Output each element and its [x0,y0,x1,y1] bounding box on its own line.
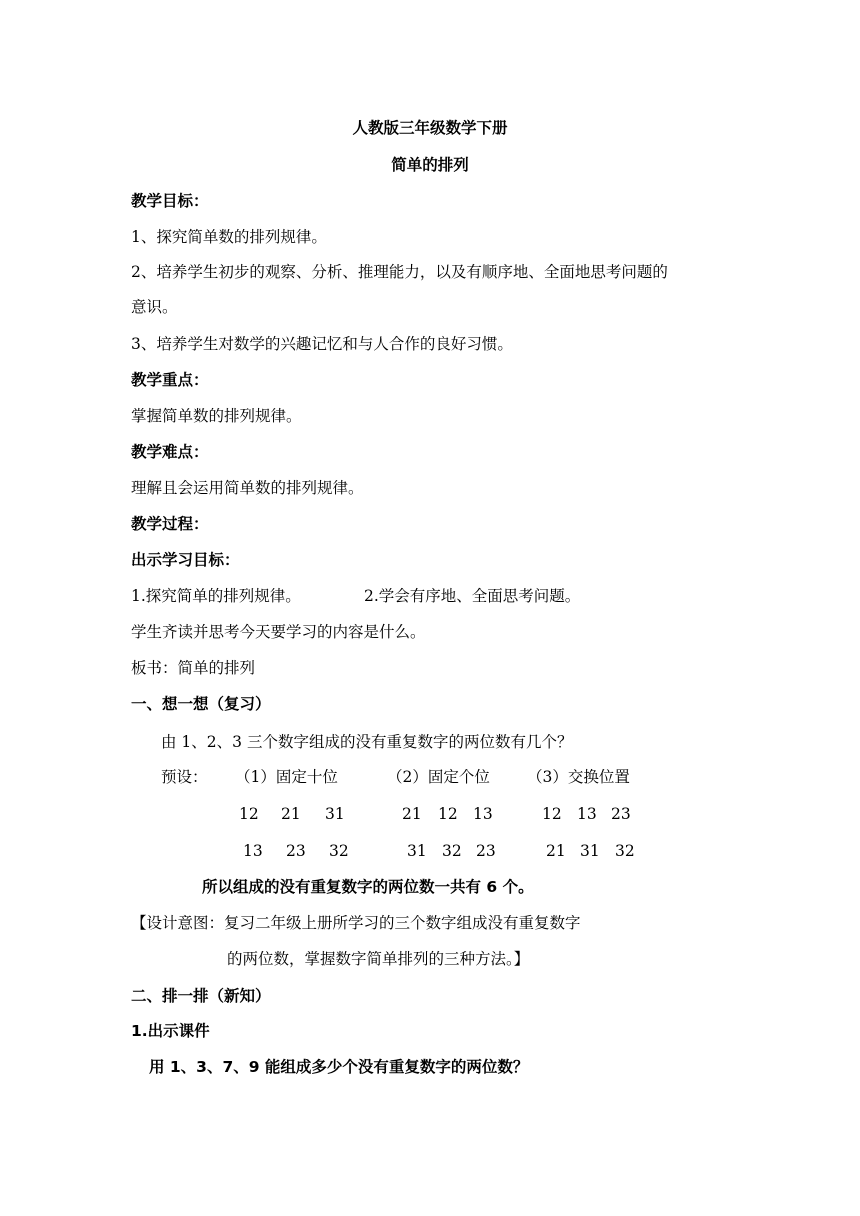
number-item: 32 [442,842,462,860]
goals-heading: 教学目标： [131,192,209,210]
number-item: 21 [546,842,566,860]
section-2-question: 用 1、3、7、9 能组成多少个没有重复数字的两位数？ [149,1058,529,1076]
section-2-heading: 二、排一排（新知） [131,987,271,1005]
key-point-text: 掌握简单数的排列规律。 [131,407,302,425]
difficulty-text: 理解且会运用简单数的排列规律。 [131,479,364,497]
number-item: 12 [542,805,562,823]
section-2-step-1: 1.出示课件 [131,1022,210,1040]
design-intent-line-2: 的两位数，掌握数字简单排列的三种方法。】 [227,950,530,968]
number-item: 32 [615,842,635,860]
section-1-heading: 一、想一想（复习） [131,695,271,713]
key-point-heading: 教学重点： [131,371,209,389]
difficulty-heading: 教学难点： [131,443,209,461]
number-item: 31 [407,842,427,860]
number-item: 21 [281,805,301,823]
number-item: 23 [611,805,631,823]
section-1-question: 由 1、2、3 三个数字组成的没有重复数字的两位数有几个？ [161,733,573,751]
number-item: 13 [577,805,597,823]
number-item: 31 [325,805,345,823]
read-instruction: 学生齐读并思考今天要学习的内容是什么。 [131,623,426,641]
number-item: 23 [476,842,496,860]
show-goals-heading: 出示学习目标： [131,551,240,569]
preset-label: 预设： [161,768,208,786]
number-item: 31 [580,842,600,860]
goal-item-2-line-2: 意识。 [131,298,178,316]
goal-item-1: 1、探究简单数的排列规律。 [131,228,327,246]
learning-goal-2: 2.学会有序地、全面思考问题。 [364,587,581,605]
section-1-conclusion: 所以组成的没有重复数字的两位数一共有 6 个。 [202,878,534,896]
page-subtitle: 简单的排列 [391,156,469,174]
design-intent-line-1: 【设计意图：复习二年级上册所学习的三个数字组成没有重复数字 [131,914,581,932]
number-item: 13 [243,842,263,860]
method-2-label: （2）固定个位 [387,768,490,786]
goal-item-2-line-1: 2、培养学生初步的观察、分析、推理能力，以及有顺序地、全面地思考问题的 [131,263,668,281]
number-item: 13 [473,805,493,823]
page-title: 人教版三年级数学下册 [352,119,508,137]
learning-goal-1: 1.探究简单的排列规律。 [131,587,301,605]
process-heading: 教学过程： [131,515,209,533]
number-item: 23 [286,842,306,860]
number-item: 32 [329,842,349,860]
goal-item-3: 3、培养学生对数学的兴趣记忆和与人合作的良好习惯。 [131,335,513,353]
number-item: 21 [402,805,422,823]
number-item: 12 [438,805,458,823]
board-note: 板书：简单的排列 [131,659,256,677]
method-1-label: （1）固定十位 [235,768,338,786]
number-item: 12 [239,805,259,823]
method-3-label: （3）交换位置 [527,768,630,786]
